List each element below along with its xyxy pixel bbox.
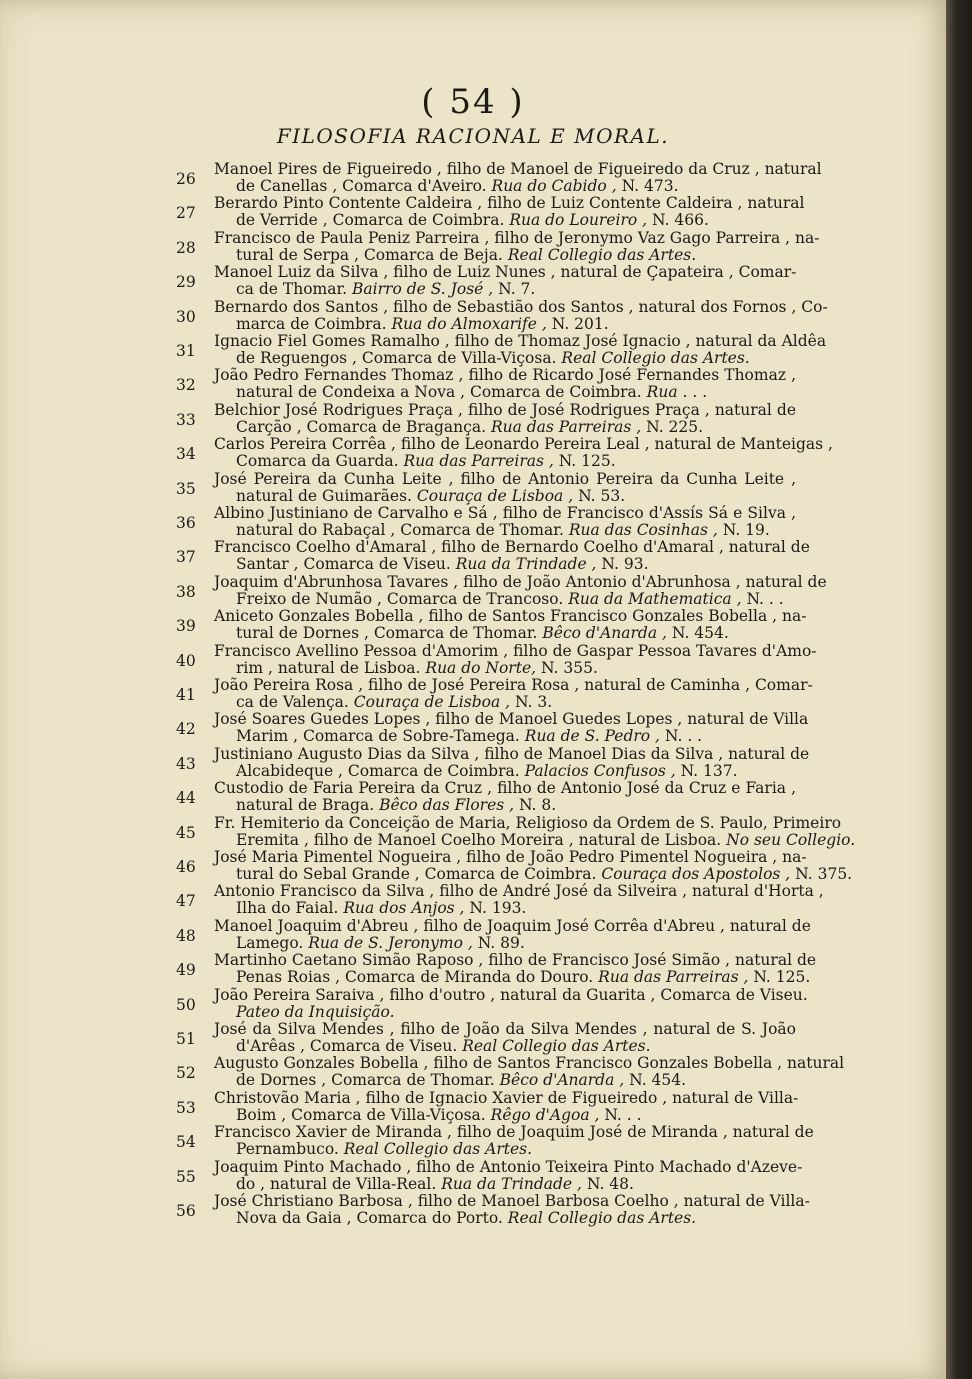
entry-line-1: Albino Justiniano de Carvalho e Sá , filho de Francisco d'Assís Sá e Silva , <box>214 504 796 522</box>
entry-number: 50 <box>176 995 196 1014</box>
entry-number: 32 <box>176 376 196 395</box>
entry-origin: natural do Rabaçal , Comarca de Thomar. <box>236 521 564 539</box>
entry-line-2 <box>236 211 796 229</box>
entry-line-2 <box>236 830 856 849</box>
entry-house-number: N. 473. <box>621 177 679 195</box>
entry-number: 33 <box>176 410 196 429</box>
entry-address: Rua das Cosinhas , <box>568 521 718 539</box>
entry-line-2 <box>236 762 796 780</box>
entry-address: Couraça de Lisboa , <box>353 693 511 711</box>
entry-number: 35 <box>176 479 196 498</box>
entry-origin: de Reguengos , Comarca de Villa-Viçosa. <box>236 349 557 367</box>
entry-line-1: José Pereira da Cunha Leite , filho de Antonio Pereira da Cunha Leite , <box>214 469 796 488</box>
list-item <box>0 779 946 813</box>
entry-number: 49 <box>176 961 196 980</box>
entry-origin: Penas Roias , Comarca de Miranda do Douro. <box>236 968 594 987</box>
list-item <box>0 986 946 1020</box>
entry-line-1: Ignacio Fiel Gomes Ramalho , filho de Thomaz José Ignacio , natural da Aldêa <box>214 332 827 350</box>
entry-number: 31 <box>176 342 196 360</box>
entry-house-number: N. 225. <box>646 417 704 436</box>
entry-house-number: N. 201. <box>551 314 609 333</box>
entry-line-1: Bernardo dos Santos , filho de Sebastião dos Santos , natural dos Fornos , Co- <box>214 297 828 316</box>
entry-line-2 <box>236 1175 796 1193</box>
entry-origin: de Dornes , Comarca de Thomar. <box>236 1071 495 1090</box>
entry-number: 54 <box>176 1133 196 1152</box>
entry-line-1: Manoel Joaquim d'Abreu , filho de Joaquim José Corrêa d'Abreu , natural de <box>214 916 811 935</box>
entry-line-1: Christovão Maria , filho de Ignacio Xavier de Figueiredo , natural de Villa- <box>214 1088 799 1107</box>
entry-house-number: N. 466. <box>652 211 709 230</box>
entry-origin: Pernambuco. <box>236 1140 339 1159</box>
entry-address: Bêco d'Anarda , <box>542 624 667 643</box>
entry-number: 28 <box>176 238 196 257</box>
entry-address: Palacios Confusos , <box>524 761 676 780</box>
entry-origin: natural de Condeixa a Nova , Comarca de Coimbra. <box>236 383 642 402</box>
entry-address: Real Collegio das Artes. <box>507 245 697 264</box>
entry-line-2 <box>236 177 796 195</box>
entry-address: Real Collegio das Artes. <box>462 1037 651 1055</box>
entry-number: 45 <box>176 823 196 842</box>
page-number: ( 54 ) <box>421 82 525 122</box>
entry-line-1: Berardo Pinto Contente Caldeira , filho de Luiz Contente Caldeira , natural <box>214 194 805 213</box>
entry-line-1: Joaquim Pinto Machado , filho de Antonio Teixeira Pinto Machado d'Azeve- <box>214 1157 803 1176</box>
entry-number: 47 <box>176 892 196 911</box>
entry-line-2 <box>236 349 796 367</box>
entry-house-number: N. 375. <box>795 865 853 883</box>
entry-address: Rua dos Anjos , <box>343 899 465 918</box>
entry-origin: tural de Serpa , Comarca de Beja. <box>236 245 503 264</box>
entry-address: Rua das Parreiras , <box>403 452 554 471</box>
entry-number: 39 <box>176 617 196 636</box>
entry-origin: tural de Dornes , Comarca de Thomar. <box>236 624 538 643</box>
entry-origin: natural de Guimarães. <box>236 486 412 505</box>
entry-origin: Carção , Comarca de Bragança. <box>236 417 486 436</box>
list-item <box>0 435 946 469</box>
entry-number: 30 <box>176 307 196 326</box>
list-item <box>0 1020 946 1054</box>
entry-line-1: Francisco Avellino Pessoa d'Amorim , filho de Gaspar Pessoa Tavares d'Amo- <box>214 641 817 660</box>
entry-line-1: Justiniano Augusto Dias da Silva , filho de Manoel Dias da Silva , natural de <box>214 744 810 763</box>
entry-line-1: Antonio Francisco da Silva , filho de André José da Silveira , natural d'Horta , <box>214 882 824 901</box>
entry-address: No seu Collegio. <box>726 830 856 849</box>
entry-line-1: José Christiano Barbosa , filho de Manoel Barbosa Coelho , natural de Villa- <box>214 1192 810 1210</box>
list-item <box>0 160 946 194</box>
entry-line-1: Aniceto Gonzales Bobella , filho de Santos Francisco Gonzales Bobella , na- <box>214 607 807 626</box>
entry-line-1: Fr. Hemiterio da Conceição de Maria, Religioso da Ordem de S. Paulo, Primeiro <box>214 813 842 832</box>
entry-house-number: N. 454. <box>629 1071 687 1090</box>
entry-line-1: Francisco Xavier de Miranda , filho de Joaquim José de Miranda , natural de <box>214 1123 814 1142</box>
list-item <box>0 848 946 882</box>
entry-number: 43 <box>176 754 196 773</box>
entry-line-2 <box>236 727 796 745</box>
entry-house-number: N. 3. <box>514 693 553 711</box>
entry-house-number: N. 355. <box>540 658 598 677</box>
entry-line-2 <box>236 1037 796 1055</box>
entry-address: Pateo da Inquisição. <box>236 1002 395 1021</box>
list-item <box>0 745 946 779</box>
entry-origin: Freixo de Numão , Comarca de Trancoso. <box>236 589 564 608</box>
entry-house-number: N. 8. <box>518 796 557 815</box>
entry-origin: Marim , Comarca de Sobre-Tamega. <box>236 727 520 746</box>
entry-number: 56 <box>176 1202 196 1220</box>
entry-address: Rua das Parreiras , <box>598 968 749 987</box>
entry-number: 42 <box>176 720 196 739</box>
entry-line-1: Custodio de Faria Pereira da Cruz , filho de Antonio José da Cruz e Faria , <box>214 779 796 798</box>
entry-line-2 <box>236 659 796 677</box>
entry-house-number: N. 7. <box>498 280 536 299</box>
entry-origin: Comarca da Guarda. <box>236 452 399 471</box>
entry-number: 48 <box>176 926 196 945</box>
list-item <box>0 470 946 504</box>
entry-line-2 <box>236 383 796 401</box>
entry-origin: rim , natural de Lisboa. <box>236 658 421 677</box>
entry-address: Bêco das Flores , <box>379 796 515 815</box>
entry-number: 37 <box>176 548 196 567</box>
entry-line-1: João Pereira Rosa , filho de José Pereira Rosa , natural de Caminha , Comar- <box>214 676 813 694</box>
entry-address: Rua da Mathematica , <box>568 589 742 608</box>
entry-address: Rêgo d'Agoa , <box>490 1105 600 1124</box>
entry-line-2 <box>236 899 796 917</box>
list-item <box>0 1089 946 1123</box>
list-item <box>0 504 946 538</box>
entry-line-1: Manoel Luiz da Silva , filho de Luiz Nunes , natural de Çapateira , Comar- <box>214 263 797 282</box>
entry-house-number: N. . . <box>604 1105 642 1124</box>
list-item <box>0 1054 946 1088</box>
entry-house-number: N. 89. <box>477 933 525 952</box>
entry-origin: marca de Coimbra. <box>236 314 387 333</box>
entry-address: Rua da Trindade , <box>441 1174 582 1193</box>
entry-number: 44 <box>176 789 196 808</box>
list-item <box>0 401 946 435</box>
entry-line-2 <box>236 418 796 436</box>
entry-number: 51 <box>176 1030 196 1048</box>
entry-number: 40 <box>176 651 196 670</box>
entry-line-1: Francisco Coelho d'Amaral , filho de Bernardo Coelho d'Amaral , natural de <box>214 538 810 557</box>
entry-origin: Ilha do Faial. <box>236 899 339 918</box>
entry-number: 36 <box>176 514 196 532</box>
list-item <box>0 951 946 985</box>
entry-line-2 <box>236 280 796 298</box>
entry-address: Real Collegio das Artes. <box>343 1140 533 1159</box>
entry-origin: ca de Valença. <box>236 693 349 711</box>
list-item <box>0 538 946 572</box>
entry-origin: ca de Thomar. <box>236 280 348 299</box>
entry-origin: Eremita , filho de Manoel Coelho Moreira , natural de Lisboa. <box>236 830 722 849</box>
entry-house-number: N. 19. <box>722 521 770 539</box>
entry-origin: d'Arêas , Comarca de Viseu. <box>236 1037 458 1055</box>
entry-origin: Nova da Gaia , Comarca do Porto. <box>236 1209 503 1227</box>
list-item <box>0 882 946 916</box>
entry-house-number: N. 137. <box>680 761 738 780</box>
entry-house-number: N. 193. <box>469 899 527 918</box>
list-item <box>0 710 946 744</box>
entry-address: Rua do Almoxarife , <box>391 314 547 333</box>
entry-house-number: N. . . <box>746 589 784 608</box>
entry-number: 34 <box>176 445 196 464</box>
entry-origin: Lamego. <box>236 933 304 952</box>
entry-line-2 <box>236 1071 796 1089</box>
entry-address: Rua do Cabido , <box>491 177 617 195</box>
entry-line-2 <box>236 452 796 470</box>
entry-line-2 <box>236 934 796 952</box>
list-item <box>0 814 946 848</box>
entry-number: 46 <box>176 858 196 876</box>
entry-house-number: N. 125. <box>558 452 616 471</box>
entry-number: 53 <box>176 1098 196 1117</box>
entry-line-2 <box>236 1106 796 1124</box>
entry-address: Couraça dos Apostolos , <box>601 865 791 883</box>
entry-line-1: Manoel Pires de Figueiredo , filho de Manoel de Figueiredo da Cruz , natural <box>214 160 822 178</box>
list-item <box>0 229 946 263</box>
entry-origin: de Canellas , Comarca d'Aveiro. <box>236 177 487 195</box>
entry-address: Bêco d'Anarda , <box>499 1071 625 1090</box>
entry-line-1: Augusto Gonzales Bobella , filho de Santos Francisco Gonzales Bobella , natural <box>214 1054 845 1073</box>
entry-number: 29 <box>176 273 196 292</box>
entry-address: Rua de S. Pedro , <box>524 727 660 746</box>
entry-address: Real Collegio das Artes. <box>561 349 750 367</box>
entry-origin: natural de Braga. <box>236 796 375 815</box>
entry-origin: Santar , Comarca de Viseu. <box>236 555 451 574</box>
list-item <box>0 642 946 676</box>
entry-line-2 <box>236 487 796 505</box>
entry-house-number: N. 125. <box>753 968 811 987</box>
entry-house-number: N. 53. <box>578 486 626 505</box>
entry-origin: de Verride , Comarca de Coimbra. <box>236 211 505 230</box>
entry-line-2 <box>236 796 796 814</box>
entry-address: Couraça de Lisboa , <box>416 486 574 505</box>
entry-number: 55 <box>176 1167 196 1186</box>
list-item <box>0 1192 946 1226</box>
entry-address: Real Collegio das Artes. <box>507 1209 697 1227</box>
entry-number: 41 <box>176 686 196 704</box>
entry-line-2 <box>236 1209 796 1227</box>
entry-number: 38 <box>176 582 196 601</box>
entry-address: Rua do Loureiro , <box>509 211 648 230</box>
entry-number: 27 <box>176 204 196 223</box>
entry-address: Rua do Norte, <box>425 658 537 677</box>
section-title: FILOSOFIA RACIONAL E MORAL. <box>276 124 670 148</box>
list-item <box>0 194 946 228</box>
entry-origin: do , natural de Villa-Real. <box>236 1174 437 1193</box>
entry-house-number: N. 48. <box>586 1174 634 1193</box>
entry-line-1: João Pereira Saraiva , filho d'outro , natural da Guarita , Comarca de Viseu. <box>214 985 808 1004</box>
entry-line-1: José Soares Guedes Lopes , filho de Manoel Guedes Lopes , natural de Villa <box>214 710 809 729</box>
list-item <box>0 366 946 400</box>
entry-origin: tural do Sebal Grande , Comarca de Coimbra. <box>236 865 597 883</box>
list-item <box>0 332 946 366</box>
entry-line-1: Joaquim d'Abrunhosa Tavares , filho de João Antonio d'Abrunhosa , natural de <box>214 572 827 591</box>
entry-number: 26 <box>176 170 196 188</box>
list-item <box>0 573 946 607</box>
list-item <box>0 263 946 297</box>
entry-line-2 <box>236 968 811 987</box>
entry-line-2 <box>236 1003 796 1021</box>
entry-address: Rua da Trindade , <box>455 555 597 574</box>
entry-line-2 <box>236 246 796 264</box>
page-edge-shadow <box>946 0 972 1379</box>
entry-line-2 <box>236 521 796 539</box>
entry-line-2 <box>236 1140 796 1158</box>
entry-line-1: Martinho Caetano Simão Raposo , filho de Francisco José Simão , natural de <box>214 951 817 970</box>
entry-origin: Boim , Comarca de Villa-Viçosa. <box>236 1105 486 1124</box>
entry-line-2 <box>236 624 796 642</box>
entry-line-1: José Maria Pimentel Nogueira , filho de João Pedro Pimentel Nogueira , na- <box>214 848 807 866</box>
entry-line-2 <box>236 693 796 711</box>
entry-line-2 <box>236 590 796 608</box>
list-item <box>0 917 946 951</box>
list-item <box>0 607 946 641</box>
entry-address: Rua das Parreiras , <box>490 417 642 436</box>
list-item <box>0 298 946 332</box>
entry-address: Rua de S. Jeronymo , <box>308 933 473 952</box>
entry-line-1: João Pedro Fernandes Thomaz , filho de Ricardo José Fernandes Thomaz , <box>214 366 796 385</box>
entry-line-1: Carlos Pereira Corrêa , filho de Leonardo Pereira Leal , natural de Manteigas , <box>214 435 833 454</box>
entry-house-number: N. 454. <box>671 624 729 643</box>
entry-line-1: Francisco de Paula Peniz Parreira , filho de Jeronymo Vaz Gago Parreira , na- <box>214 228 820 247</box>
entry-number: 52 <box>176 1064 196 1083</box>
entry-address: Bairro de S. José , <box>352 280 494 299</box>
entry-address: Rua . . . <box>646 383 708 402</box>
entry-line-2 <box>236 555 796 573</box>
entry-line-2 <box>236 315 796 333</box>
entry-line-1: Belchior José Rodrigues Praça , filho de José Rodrigues Praça , natural de <box>214 400 796 419</box>
entry-house-number: N. . . <box>664 727 703 746</box>
entry-origin: Alcabideque , Comarca de Coimbra. <box>236 761 520 780</box>
entry-house-number: N. 93. <box>601 555 649 574</box>
entry-line-2 <box>236 865 853 883</box>
entry-line-1: José da Silva Mendes , filho de João da Silva Mendes , natural de S. João <box>214 1020 796 1038</box>
list-item <box>0 1123 946 1157</box>
list-item <box>0 676 946 710</box>
list-item <box>0 1158 946 1192</box>
